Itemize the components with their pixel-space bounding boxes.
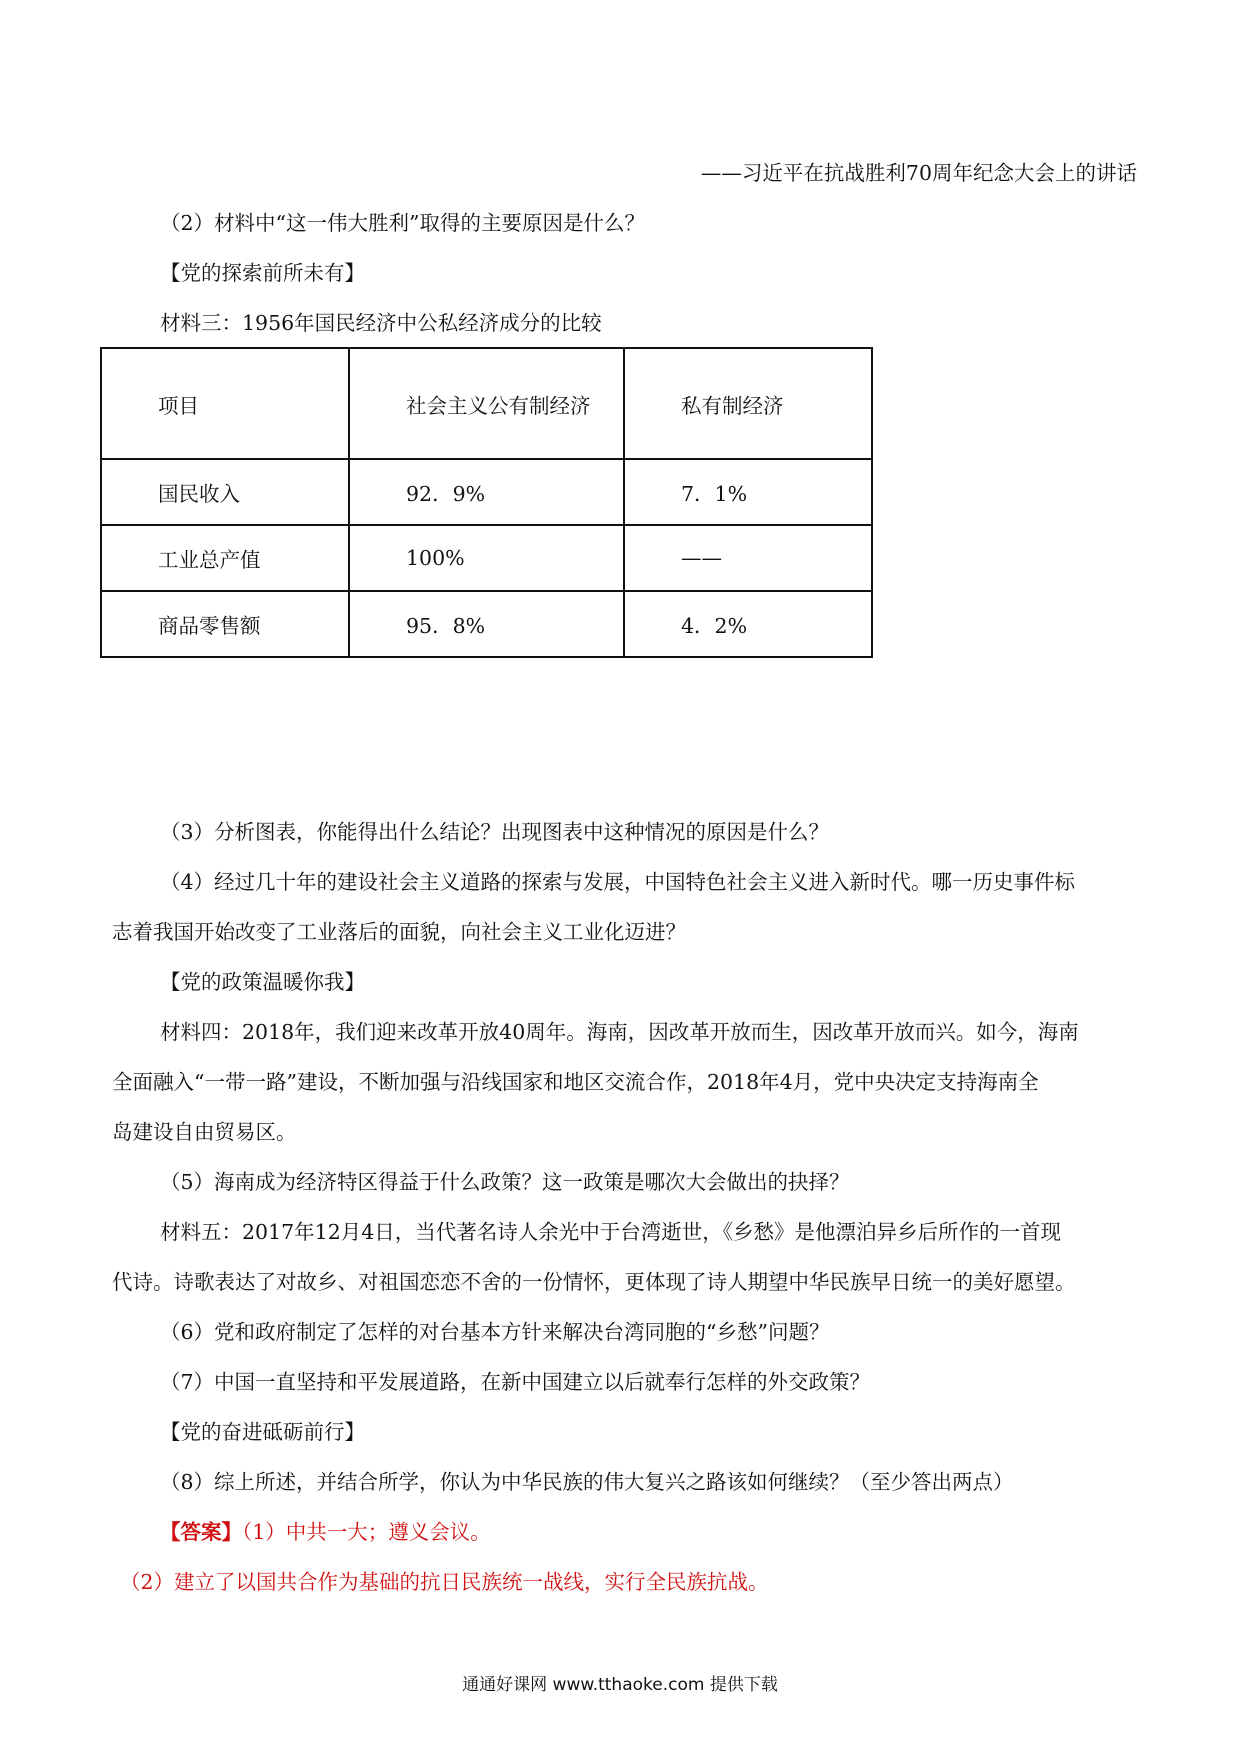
table-cell: 4．2%	[624, 591, 872, 657]
question-4-line-2: 志着我国开始改变了工业落后的面貌，向社会主义工业化迈进？	[112, 920, 686, 944]
answer-2: （2）建立了以国共合作为基础的抗日民族统一战线，实行全民族抗战。	[120, 1570, 769, 1594]
question-7: （7）中国一直坚持和平发展道路，在新中国建立以后就奉行怎样的外交政策？	[160, 1370, 871, 1394]
table-cell: 100%	[349, 525, 624, 591]
question-5: （5）海南成为经济特区得益于什么政策？这一政策是哪次大会做出的抉择？	[160, 1170, 850, 1194]
answer-label: 【答案】	[160, 1520, 242, 1544]
material-4-line-1: 材料四：2018年，我们迎来改革开放40周年。海南，因改革开放而生，因改革开放而兴。如今，海南	[160, 1020, 1079, 1044]
table-header-cell: 社会主义公有制经济	[349, 348, 624, 459]
table-header-row	[101, 348, 872, 459]
table-header-cell: 私有制经济	[624, 348, 872, 459]
table-cell: 国民收入	[101, 459, 349, 525]
question-3: （3）分析图表，你能得出什么结论？出现图表中这种情况的原因是什么？	[160, 820, 830, 844]
material-3-title: 材料三：1956年国民经济中公私经济成分的比较	[160, 311, 602, 335]
table-cell: ——	[624, 525, 872, 591]
section-heading-explore: 【党的探索前所未有】	[160, 261, 365, 285]
table-row	[101, 591, 872, 657]
material-5-line-1: 材料五：2017年12月4日，当代著名诗人余光中于台湾逝世，《乡愁》是他漂泊异乡后所作的一首现	[160, 1220, 1062, 1244]
table-header-cell: 项目	[101, 348, 349, 459]
question-8: （8）综上所述，并结合所学，你认为中华民族的伟大复兴之路该如何继续？（至少答出两点）	[160, 1470, 1014, 1494]
question-2: （2）材料中“这一伟大胜利”取得的主要原因是什么？	[160, 211, 646, 235]
material-5-line-2: 代诗。诗歌表达了对故乡、对祖国恋恋不舍的一份情怀，更体现了诗人期望中华民族早日统一的美好愿望。	[112, 1270, 1076, 1294]
table-cell: 7．1%	[624, 459, 872, 525]
economy-comparison-table	[100, 347, 873, 658]
answer-1: （1）中共一大；遵义会议。	[242, 1520, 491, 1544]
question-4-line-1: （4）经过几十年的建设社会主义道路的探索与发展，中国特色社会主义进入新时代。哪一历史事件标	[160, 870, 1076, 894]
section-heading-forward: 【党的奋进砥砺前行】	[160, 1420, 365, 1444]
quote-source: ——习近平在抗战胜利70周年纪念大会上的讲话	[700, 161, 1137, 185]
table-row	[101, 459, 872, 525]
table-cell: 95．8%	[349, 591, 624, 657]
table-cell: 商品零售额	[101, 591, 349, 657]
material-4-line-2: 全面融入“一带一路”建设，不断加强与沿线国家和地区交流合作，2018年4月，党中央决定支持海南全	[112, 1070, 1039, 1094]
question-6: （6）党和政府制定了怎样的对台基本方针来解决台湾同胞的“乡愁”问题？	[160, 1320, 830, 1344]
answer-line-1	[160, 1517, 1135, 1547]
table-cell: 92．9%	[349, 459, 624, 525]
section-heading-policy: 【党的政策温暖你我】	[160, 970, 365, 994]
page-footer: 通通好课网 www.tthaoke.com 提供下载	[462, 1675, 778, 1695]
material-4-line-3: 岛建设自由贸易区。	[112, 1120, 297, 1144]
table-cell: 工业总产值	[101, 525, 349, 591]
table-row	[101, 525, 872, 591]
